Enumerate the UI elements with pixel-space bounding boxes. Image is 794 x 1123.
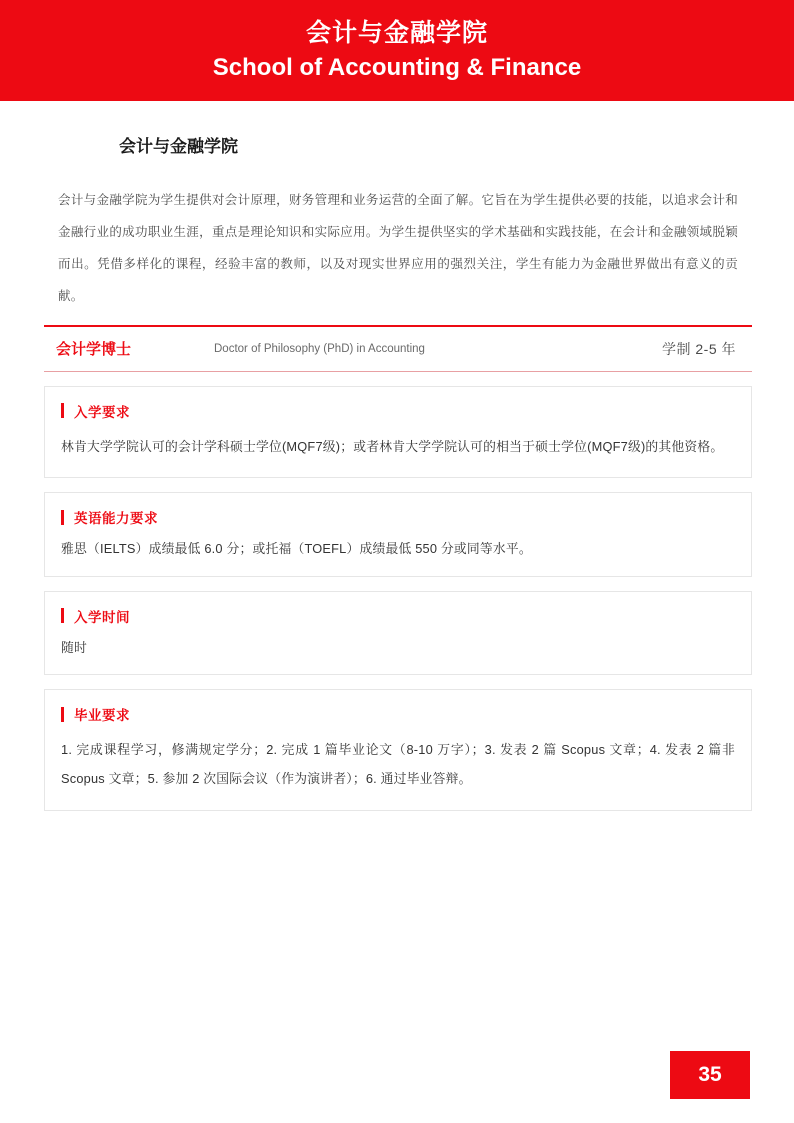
program-header-row (44, 327, 752, 372)
page-number-badge: 35 (670, 1051, 750, 1099)
card-body: 随时 (61, 639, 87, 655)
banner-title-cn: 会计与金融学院 (305, 19, 488, 48)
card-body: 林肯大学学院认可的会计学科硕士学位(MQF7级)；或者林肯大学学院认可的相当于硕士学位(MQF7级)的其他资格。 (61, 438, 724, 454)
requirement-card-english (44, 492, 752, 576)
accent-bar-icon (61, 707, 64, 722)
card-title (61, 606, 735, 626)
program-name-en: Doctor of Philosophy (PhD) in Accounting (214, 342, 425, 355)
card-title-label: 毕业要求 (74, 708, 130, 724)
banner-title-en: School of Accounting & Finance (212, 53, 582, 81)
requirement-card-admission (44, 386, 752, 479)
page-banner (0, 0, 794, 101)
card-title-label: 英语能力要求 (74, 511, 158, 527)
program-name-cn: 会计学博士 (56, 341, 132, 358)
program-duration: 学制 2-5 年 (661, 340, 736, 357)
card-title (61, 507, 735, 527)
card-title-label: 入学要求 (74, 404, 130, 420)
card-title (61, 704, 735, 724)
card-title-label: 入学时间 (74, 609, 130, 625)
card-title (61, 401, 735, 421)
card-body: 1. 完成课程学习，修满规定学分；2. 完成 1 篇毕业论文（8-10 万字）；3. 发表 2 篇 Scopus 文章；4. 发表 2 篇非 Scopus 文章；5. 参加 2 次国际会议（作为演讲者）；6. 通过毕业答辩。 (61, 742, 735, 786)
accent-bar-icon (61, 403, 64, 418)
school-intro-paragraph: 会计与金融学院为学生提供对会计原理，财务管理和业务运营的全面了解。它旨在为学生提供必要的技能，以追求会计和金融行业的成功职业生涯，重点是理论知识和实际应用。为学生提供坚实的学术基础和实践技能，在会计和金融领域脱颖而出。凭借多样化的课程，经验丰富的教师，以及对现实世界应用的强烈关注，学生有能力为金融世界做出有意义的贡献。 (58, 193, 738, 303)
accent-bar-icon (61, 510, 64, 525)
requirement-card-intake (44, 591, 752, 675)
accent-bar-icon (61, 608, 64, 623)
card-body: 雅思（IELTS）成绩最低 6.0 分；或托福（TOEFL）成绩最低 550 分或同等水平。 (61, 541, 532, 557)
page-title: 会计与金融学院 (119, 137, 238, 156)
requirement-card-graduation (44, 689, 752, 811)
page-content (44, 126, 752, 811)
